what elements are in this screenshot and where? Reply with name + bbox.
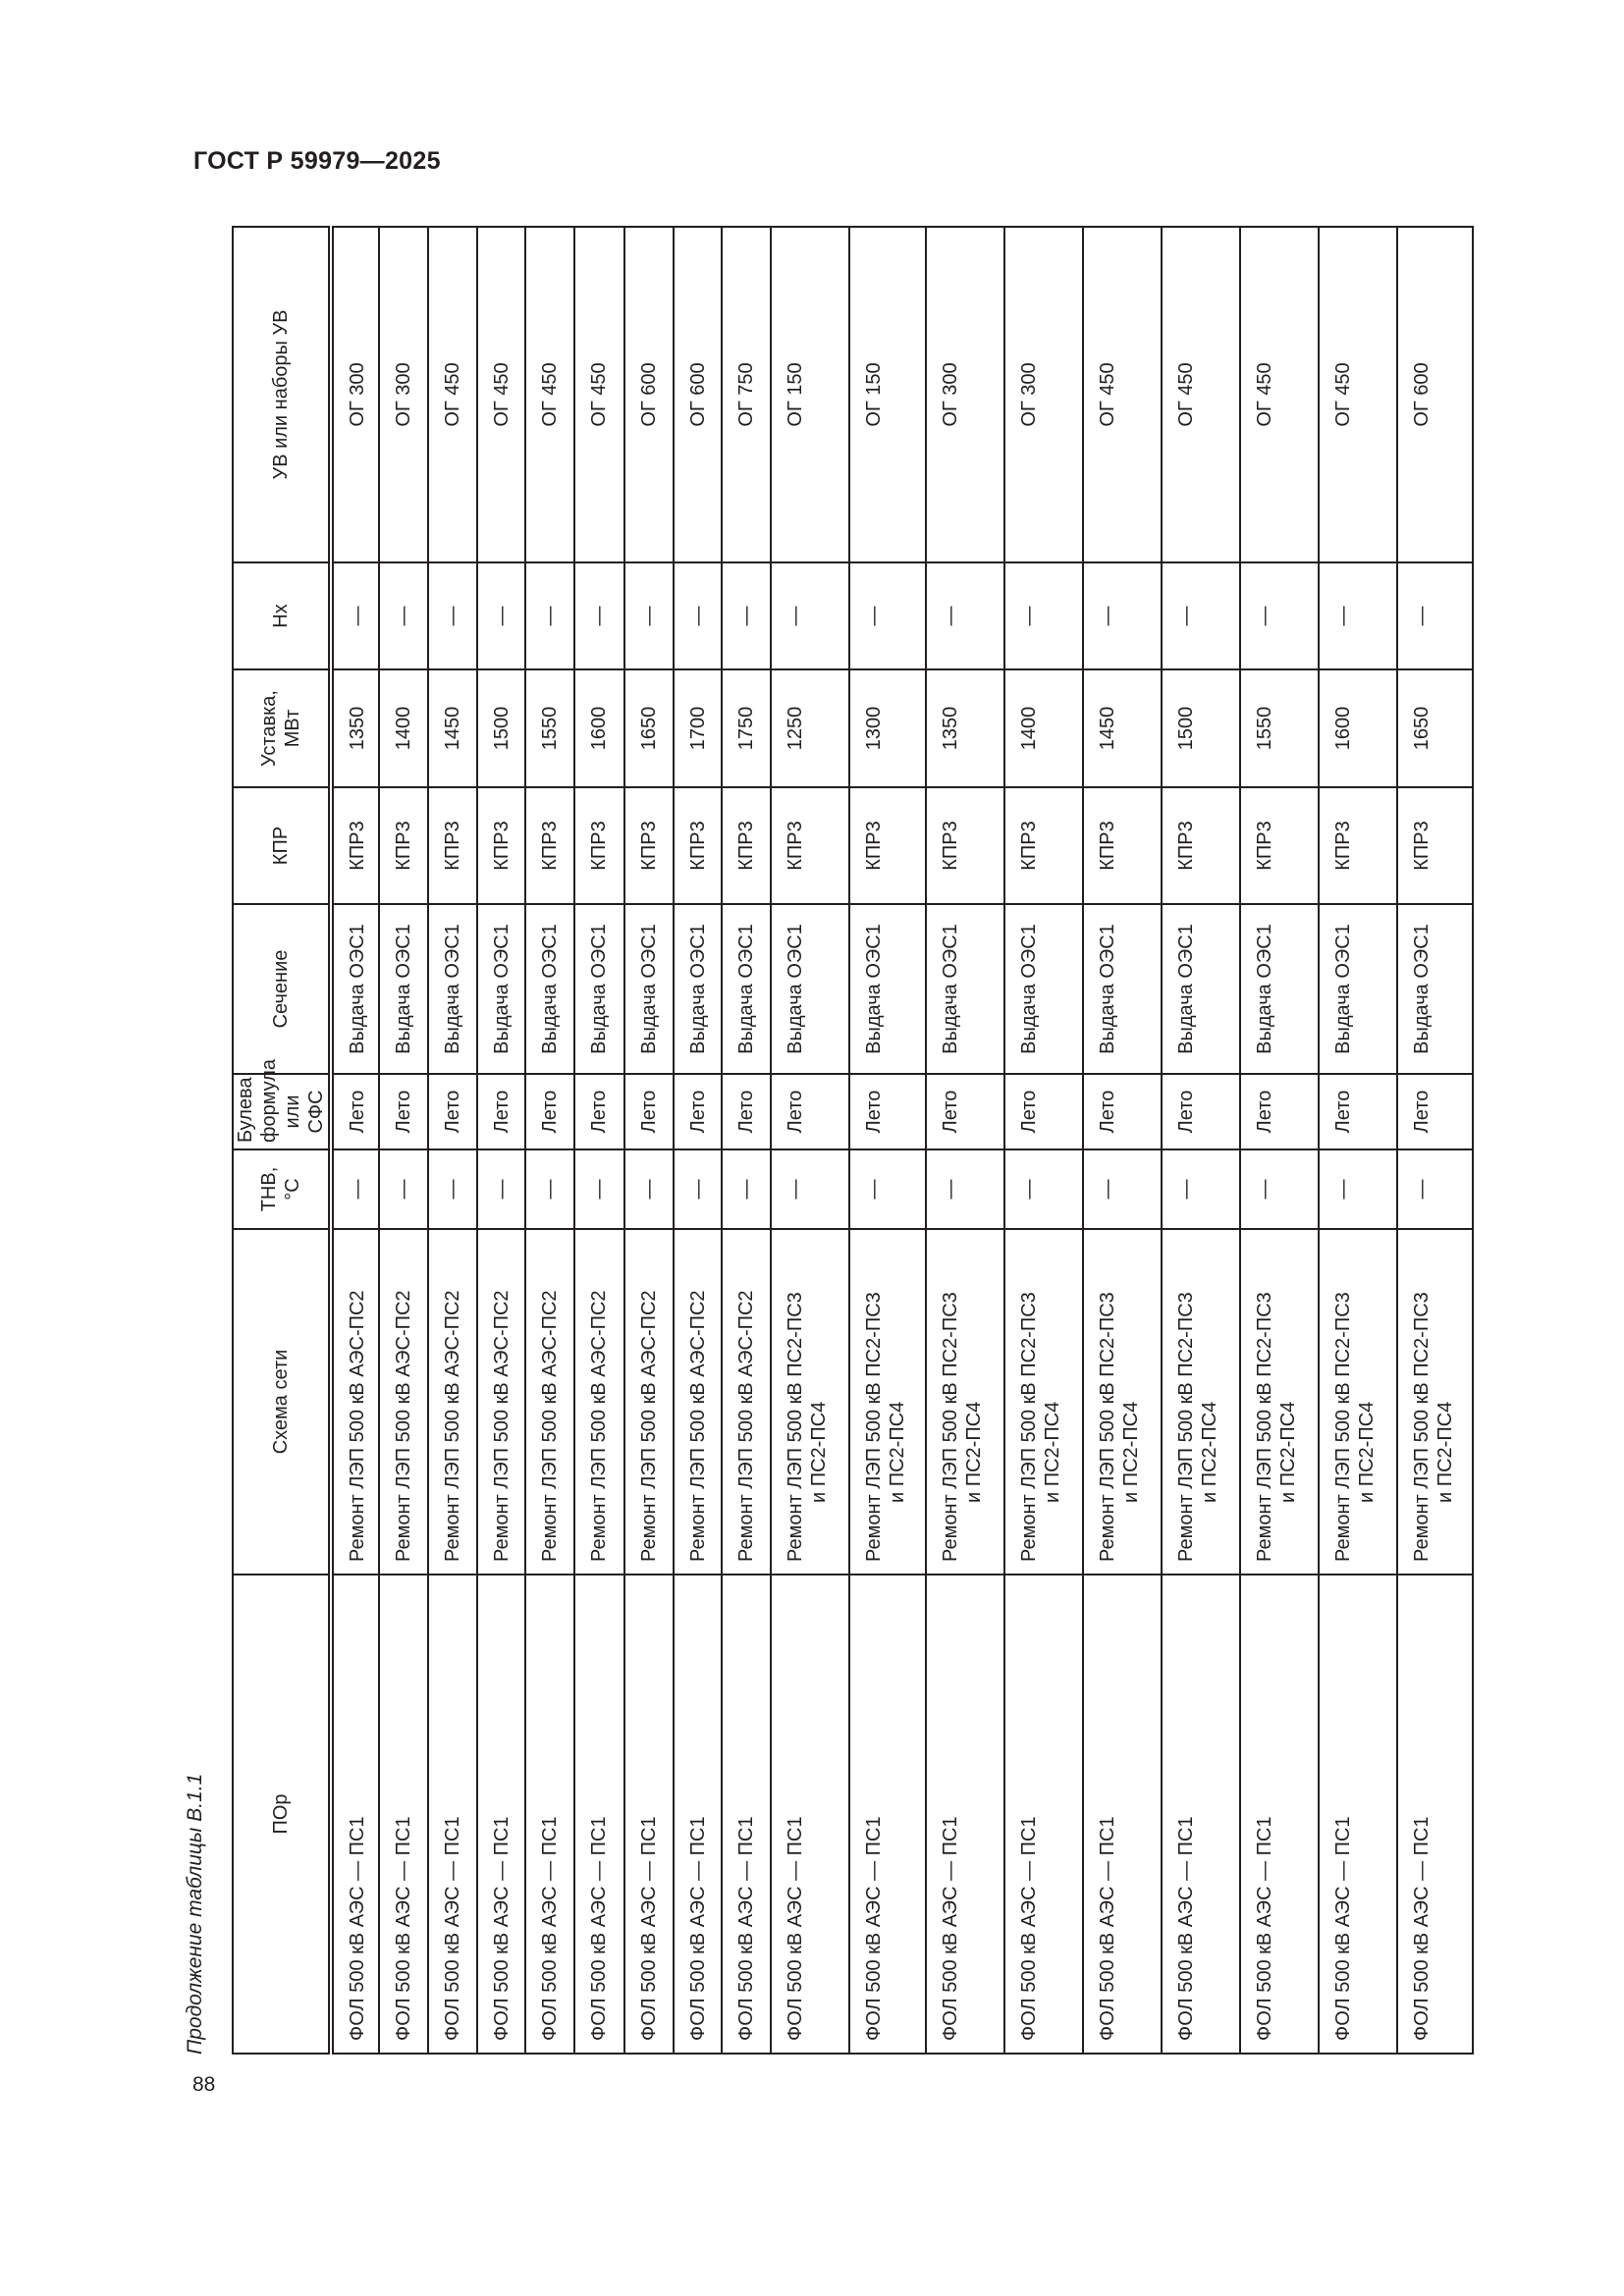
cell-tnv: — [1162,1149,1240,1229]
cell-kpr: КПР3 [722,787,771,904]
cell-setpoint: 1400 [1004,669,1083,787]
cell-por: ФОЛ 500 кВ АЭС — ПС1 [771,1575,849,2054]
cell-tnv: — [1319,1149,1397,1229]
cell-tnv: — [1004,1149,1083,1229]
cell-section: Выдача ОЭС1 [771,904,849,1074]
cell-kpr: КПР3 [1162,787,1240,904]
cell-uv: ОГ 450 [574,227,624,562]
cell-section: Выдача ОЭС1 [331,904,379,1074]
cell-por: ФОЛ 500 кВ АЭС — ПС1 [1083,1575,1162,2054]
cell-nx: — [849,562,926,669]
cell-uv: ОГ 300 [926,227,1004,562]
cell-setpoint: 1650 [624,669,674,787]
table-row [1162,227,1240,2054]
scheme-line-2: и ПС2-ПС4 [1356,1401,1378,1503]
cell-kpr: КПР3 [624,787,674,904]
scheme-line-1: Ремонт ЛЭП 500 кВ ПС2-ПС3 [1332,1292,1354,1562]
cell-section: Выдача ОЭС1 [674,904,722,1074]
cell-formula: Лето [674,1074,722,1149]
cell-section: Выдача ОЭС1 [849,904,926,1074]
cell-kpr: КПР3 [1083,787,1162,904]
table-row [477,227,525,2054]
cell-kpr: КПР3 [574,787,624,904]
cell-formula: Лето [477,1074,525,1149]
rotated-table-block [178,228,1456,2055]
cell-scheme [771,1229,849,1575]
cell-setpoint: 1350 [331,669,379,787]
table-row [722,227,771,2054]
cell-por: ФОЛ 500 кВ АЭС — ПС1 [574,1575,624,2054]
cell-formula: Лето [1319,1074,1397,1149]
table-row [674,227,722,2054]
cell-section: Выдача ОЭС1 [624,904,674,1074]
cell-nx: — [771,562,849,669]
cell-tnv: — [849,1149,926,1229]
cell-nx: — [674,562,722,669]
cell-nx: — [1083,562,1162,669]
cell-uv: ОГ 450 [525,227,574,562]
cell-scheme [1004,1229,1083,1575]
cell-tnv: — [1397,1149,1473,1229]
cell-uv: ОГ 600 [674,227,722,562]
cell-setpoint: 1550 [525,669,574,787]
cell-section: Выдача ОЭС1 [1004,904,1083,1074]
cell-formula: Лето [771,1074,849,1149]
cell-kpr: КПР3 [477,787,525,904]
cell-nx: — [574,562,624,669]
col-header-setpoint: Уставка, МВт [233,669,331,787]
cell-por: ФОЛ 500 кВ АЭС — ПС1 [849,1575,926,2054]
cell-section: Выдача ОЭС1 [379,904,428,1074]
table-row [1004,227,1083,2054]
table-row [1240,227,1319,2054]
cell-tnv: — [674,1149,722,1229]
cell-tnv: — [624,1149,674,1229]
scheme-line-1: Ремонт ЛЭП 500 кВ ПС2-ПС3 [863,1292,885,1562]
cell-formula: Лето [849,1074,926,1149]
table-row [379,227,428,2054]
scheme-line-2: и ПС2-ПС4 [1120,1401,1142,1503]
col-header-scheme: Схема сети [233,1229,331,1575]
cell-por: ФОЛ 500 кВ АЭС — ПС1 [331,1575,379,2054]
cell-uv: ОГ 150 [771,227,849,562]
scheme-line-1: Ремонт ЛЭП 500 кВ ПС2-ПС3 [940,1292,961,1562]
cell-section: Выдача ОЭС1 [1240,904,1319,1074]
cell-tnv: — [477,1149,525,1229]
scheme-line-1: Ремонт ЛЭП 500 кВ АЭС-ПС2 [491,1290,513,1562]
cell-setpoint: 1550 [1240,669,1319,787]
scheme-line-1: Ремонт ЛЭП 500 кВ АЭС-ПС2 [735,1290,757,1562]
scheme-line-1: Ремонт ЛЭП 500 кВ АЭС-ПС2 [588,1290,610,1562]
cell-nx: — [525,562,574,669]
cell-formula: Лето [1004,1074,1083,1149]
cell-uv: ОГ 450 [1162,227,1240,562]
cell-setpoint: 1600 [574,669,624,787]
cell-section: Выдача ОЭС1 [1319,904,1397,1074]
cell-formula: Лето [379,1074,428,1149]
table-row [525,227,574,2054]
cell-tnv: — [428,1149,477,1229]
table-row [428,227,477,2054]
cell-nx: — [477,562,525,669]
cell-kpr: КПР3 [428,787,477,904]
cell-setpoint: 1300 [849,669,926,787]
cell-kpr: КПР3 [1397,787,1473,904]
scheme-line-1: Ремонт ЛЭП 500 кВ ПС2-ПС3 [1175,1292,1197,1562]
scheme-line-1: Ремонт ЛЭП 500 кВ ПС2-ПС3 [1411,1292,1433,1562]
table-row [624,227,674,2054]
cell-nx: — [428,562,477,669]
cell-scheme [379,1229,428,1575]
cell-tnv: — [1083,1149,1162,1229]
cell-setpoint: 1750 [722,669,771,787]
cell-formula: Лето [428,1074,477,1149]
cell-kpr: КПР3 [331,787,379,904]
cell-uv: ОГ 750 [722,227,771,562]
cell-formula: Лето [722,1074,771,1149]
cell-kpr: КПР3 [674,787,722,904]
cell-formula: Лето [1397,1074,1473,1149]
cell-scheme [1162,1229,1240,1575]
col-header-section: Сечение [233,904,331,1074]
cell-nx: — [1004,562,1083,669]
scheme-line-1: Ремонт ЛЭП 500 кВ АЭС-ПС2 [638,1290,660,1562]
cell-scheme [722,1229,771,1575]
cell-setpoint: 1250 [771,669,849,787]
cell-setpoint: 1350 [926,669,1004,787]
cell-kpr: КПР3 [926,787,1004,904]
cell-section: Выдача ОЭС1 [525,904,574,1074]
cell-scheme [331,1229,379,1575]
cell-kpr: КПР3 [771,787,849,904]
cell-formula: Лето [926,1074,1004,1149]
cell-kpr: КПР3 [1319,787,1397,904]
cell-scheme [1397,1229,1473,1575]
table-row [1319,227,1397,2054]
cell-por: ФОЛ 500 кВ АЭС — ПС1 [1162,1575,1240,2054]
scheme-line-1: Ремонт ЛЭП 500 кВ ПС2-ПС3 [1254,1292,1275,1562]
cell-section: Выдача ОЭС1 [574,904,624,1074]
cell-nx: — [1240,562,1319,669]
cell-por: ФОЛ 500 кВ АЭС — ПС1 [624,1575,674,2054]
scheme-line-2: и ПС2-ПС4 [963,1401,985,1503]
scheme-line-1: Ремонт ЛЭП 500 кВ ПС2-ПС3 [1097,1292,1118,1562]
cell-nx: — [379,562,428,669]
cell-nx: — [1397,562,1473,669]
cell-scheme [849,1229,926,1575]
scheme-line-2: и ПС2-ПС4 [887,1401,908,1503]
col-header-formula: Булева формула или СФС [233,1074,331,1149]
cell-por: ФОЛ 500 кВ АЭС — ПС1 [722,1575,771,2054]
cell-uv: ОГ 150 [849,227,926,562]
table-body [331,227,1473,2054]
cell-kpr: КПР3 [525,787,574,904]
scheme-line-1: Ремонт ЛЭП 500 кВ АЭС-ПС2 [539,1290,561,1562]
cell-uv: ОГ 450 [477,227,525,562]
cell-scheme [1319,1229,1397,1575]
table-row [331,227,379,2054]
cell-section: Выдача ОЭС1 [1162,904,1240,1074]
cell-formula: Лето [525,1074,574,1149]
cell-formula: Лето [331,1074,379,1149]
cell-uv: ОГ 300 [379,227,428,562]
cell-setpoint: 1450 [1083,669,1162,787]
scheme-line-1: Ремонт ЛЭП 500 кВ ПС2-ПС3 [785,1292,806,1562]
col-header-tnv: ТНВ, °С [233,1149,331,1229]
cell-section: Выдача ОЭС1 [1397,904,1473,1074]
cell-formula: Лето [624,1074,674,1149]
cell-kpr: КПР3 [379,787,428,904]
cell-por: ФОЛ 500 кВ АЭС — ПС1 [525,1575,574,2054]
cell-uv: ОГ 300 [331,227,379,562]
cell-setpoint: 1450 [428,669,477,787]
cell-nx: — [331,562,379,669]
cell-por: ФОЛ 500 кВ АЭС — ПС1 [428,1575,477,2054]
cell-por: ФОЛ 500 кВ АЭС — ПС1 [477,1575,525,2054]
cell-uv: ОГ 450 [1240,227,1319,562]
col-header-kpr: КПР [233,787,331,904]
cell-por: ФОЛ 500 кВ АЭС — ПС1 [674,1575,722,2054]
cell-tnv: — [722,1149,771,1229]
cell-scheme [1240,1229,1319,1575]
cell-kpr: КПР3 [1004,787,1083,904]
cell-scheme [428,1229,477,1575]
scheme-line-1: Ремонт ЛЭП 500 кВ АЭС-ПС2 [393,1290,414,1562]
cell-setpoint: 1600 [1319,669,1397,787]
cell-scheme [674,1229,722,1575]
scheme-line-2: и ПС2-ПС4 [1277,1401,1299,1503]
cell-section: Выдача ОЭС1 [477,904,525,1074]
cell-scheme [926,1229,1004,1575]
cell-setpoint: 1500 [477,669,525,787]
cell-nx: — [624,562,674,669]
page-number: 88 [192,2073,216,2096]
cell-nx: — [1319,562,1397,669]
table-row [926,227,1004,2054]
table-row [771,227,849,2054]
scheme-line-1: Ремонт ЛЭП 500 кВ АЭС-ПС2 [687,1290,709,1562]
cell-nx: — [926,562,1004,669]
cell-formula: Лето [574,1074,624,1149]
cell-scheme [574,1229,624,1575]
cell-kpr: КПР3 [1240,787,1319,904]
cell-por: ФОЛ 500 кВ АЭС — ПС1 [926,1575,1004,2054]
cell-uv: ОГ 450 [428,227,477,562]
cell-uv: ОГ 300 [1004,227,1083,562]
table-row [574,227,624,2054]
cell-tnv: — [574,1149,624,1229]
cell-formula: Лето [1083,1074,1162,1149]
cell-tnv: — [926,1149,1004,1229]
cell-por: ФОЛ 500 кВ АЭС — ПС1 [1240,1575,1319,2054]
scheme-line-2: и ПС2-ПС4 [1435,1401,1456,1503]
cell-setpoint: 1650 [1397,669,1473,787]
cell-formula: Лето [1162,1074,1240,1149]
scheme-line-1: Ремонт ЛЭП 500 кВ ПС2-ПС3 [1018,1292,1040,1562]
cell-scheme [624,1229,674,1575]
cell-formula: Лето [1240,1074,1319,1149]
cell-section: Выдача ОЭС1 [1083,904,1162,1074]
cell-setpoint: 1400 [379,669,428,787]
scheme-line-2: и ПС2-ПС4 [808,1401,830,1503]
cell-por: ФОЛ 500 кВ АЭС — ПС1 [1319,1575,1397,2054]
cell-por: ФОЛ 500 кВ АЭС — ПС1 [1004,1575,1083,2054]
cell-tnv: — [525,1149,574,1229]
cell-nx: — [722,562,771,669]
scheme-line-1: Ремонт ЛЭП 500 кВ АЭС-ПС2 [442,1290,463,1562]
table-row [1083,227,1162,2054]
cell-section: Выдача ОЭС1 [722,904,771,1074]
scheme-line-2: и ПС2-ПС4 [1199,1401,1220,1503]
table-row [1397,227,1473,2054]
table-header-row [233,227,331,2054]
col-header-uv: УВ или наборы УВ [233,227,331,562]
data-table [232,226,1474,2055]
cell-tnv: — [771,1149,849,1229]
cell-uv: ОГ 450 [1083,227,1162,562]
cell-por: ФОЛ 500 кВ АЭС — ПС1 [1397,1575,1473,2054]
cell-uv: ОГ 600 [624,227,674,562]
cell-por: ФОЛ 500 кВ АЭС — ПС1 [379,1575,428,2054]
cell-tnv: — [331,1149,379,1229]
col-header-nx: Нх [233,562,331,669]
cell-setpoint: 1700 [674,669,722,787]
cell-uv: ОГ 600 [1397,227,1473,562]
document-title: ГОСТ Р 59979—2025 [193,147,441,175]
cell-uv: ОГ 450 [1319,227,1397,562]
scheme-line-2: и ПС2-ПС4 [1042,1401,1063,1503]
cell-section: Выдача ОЭС1 [926,904,1004,1074]
table-row [849,227,926,2054]
col-header-por: ПОр [233,1575,331,2054]
cell-nx: — [1162,562,1240,669]
cell-kpr: КПР3 [849,787,926,904]
cell-scheme [525,1229,574,1575]
scheme-line-1: Ремонт ЛЭП 500 кВ АЭС-ПС2 [347,1290,368,1562]
cell-scheme [1083,1229,1162,1575]
cell-setpoint: 1500 [1162,669,1240,787]
table-caption: Продолжение таблицы В.1.1 [184,1773,206,2055]
cell-tnv: — [1240,1149,1319,1229]
cell-scheme [477,1229,525,1575]
cell-tnv: — [379,1149,428,1229]
cell-section: Выдача ОЭС1 [428,904,477,1074]
